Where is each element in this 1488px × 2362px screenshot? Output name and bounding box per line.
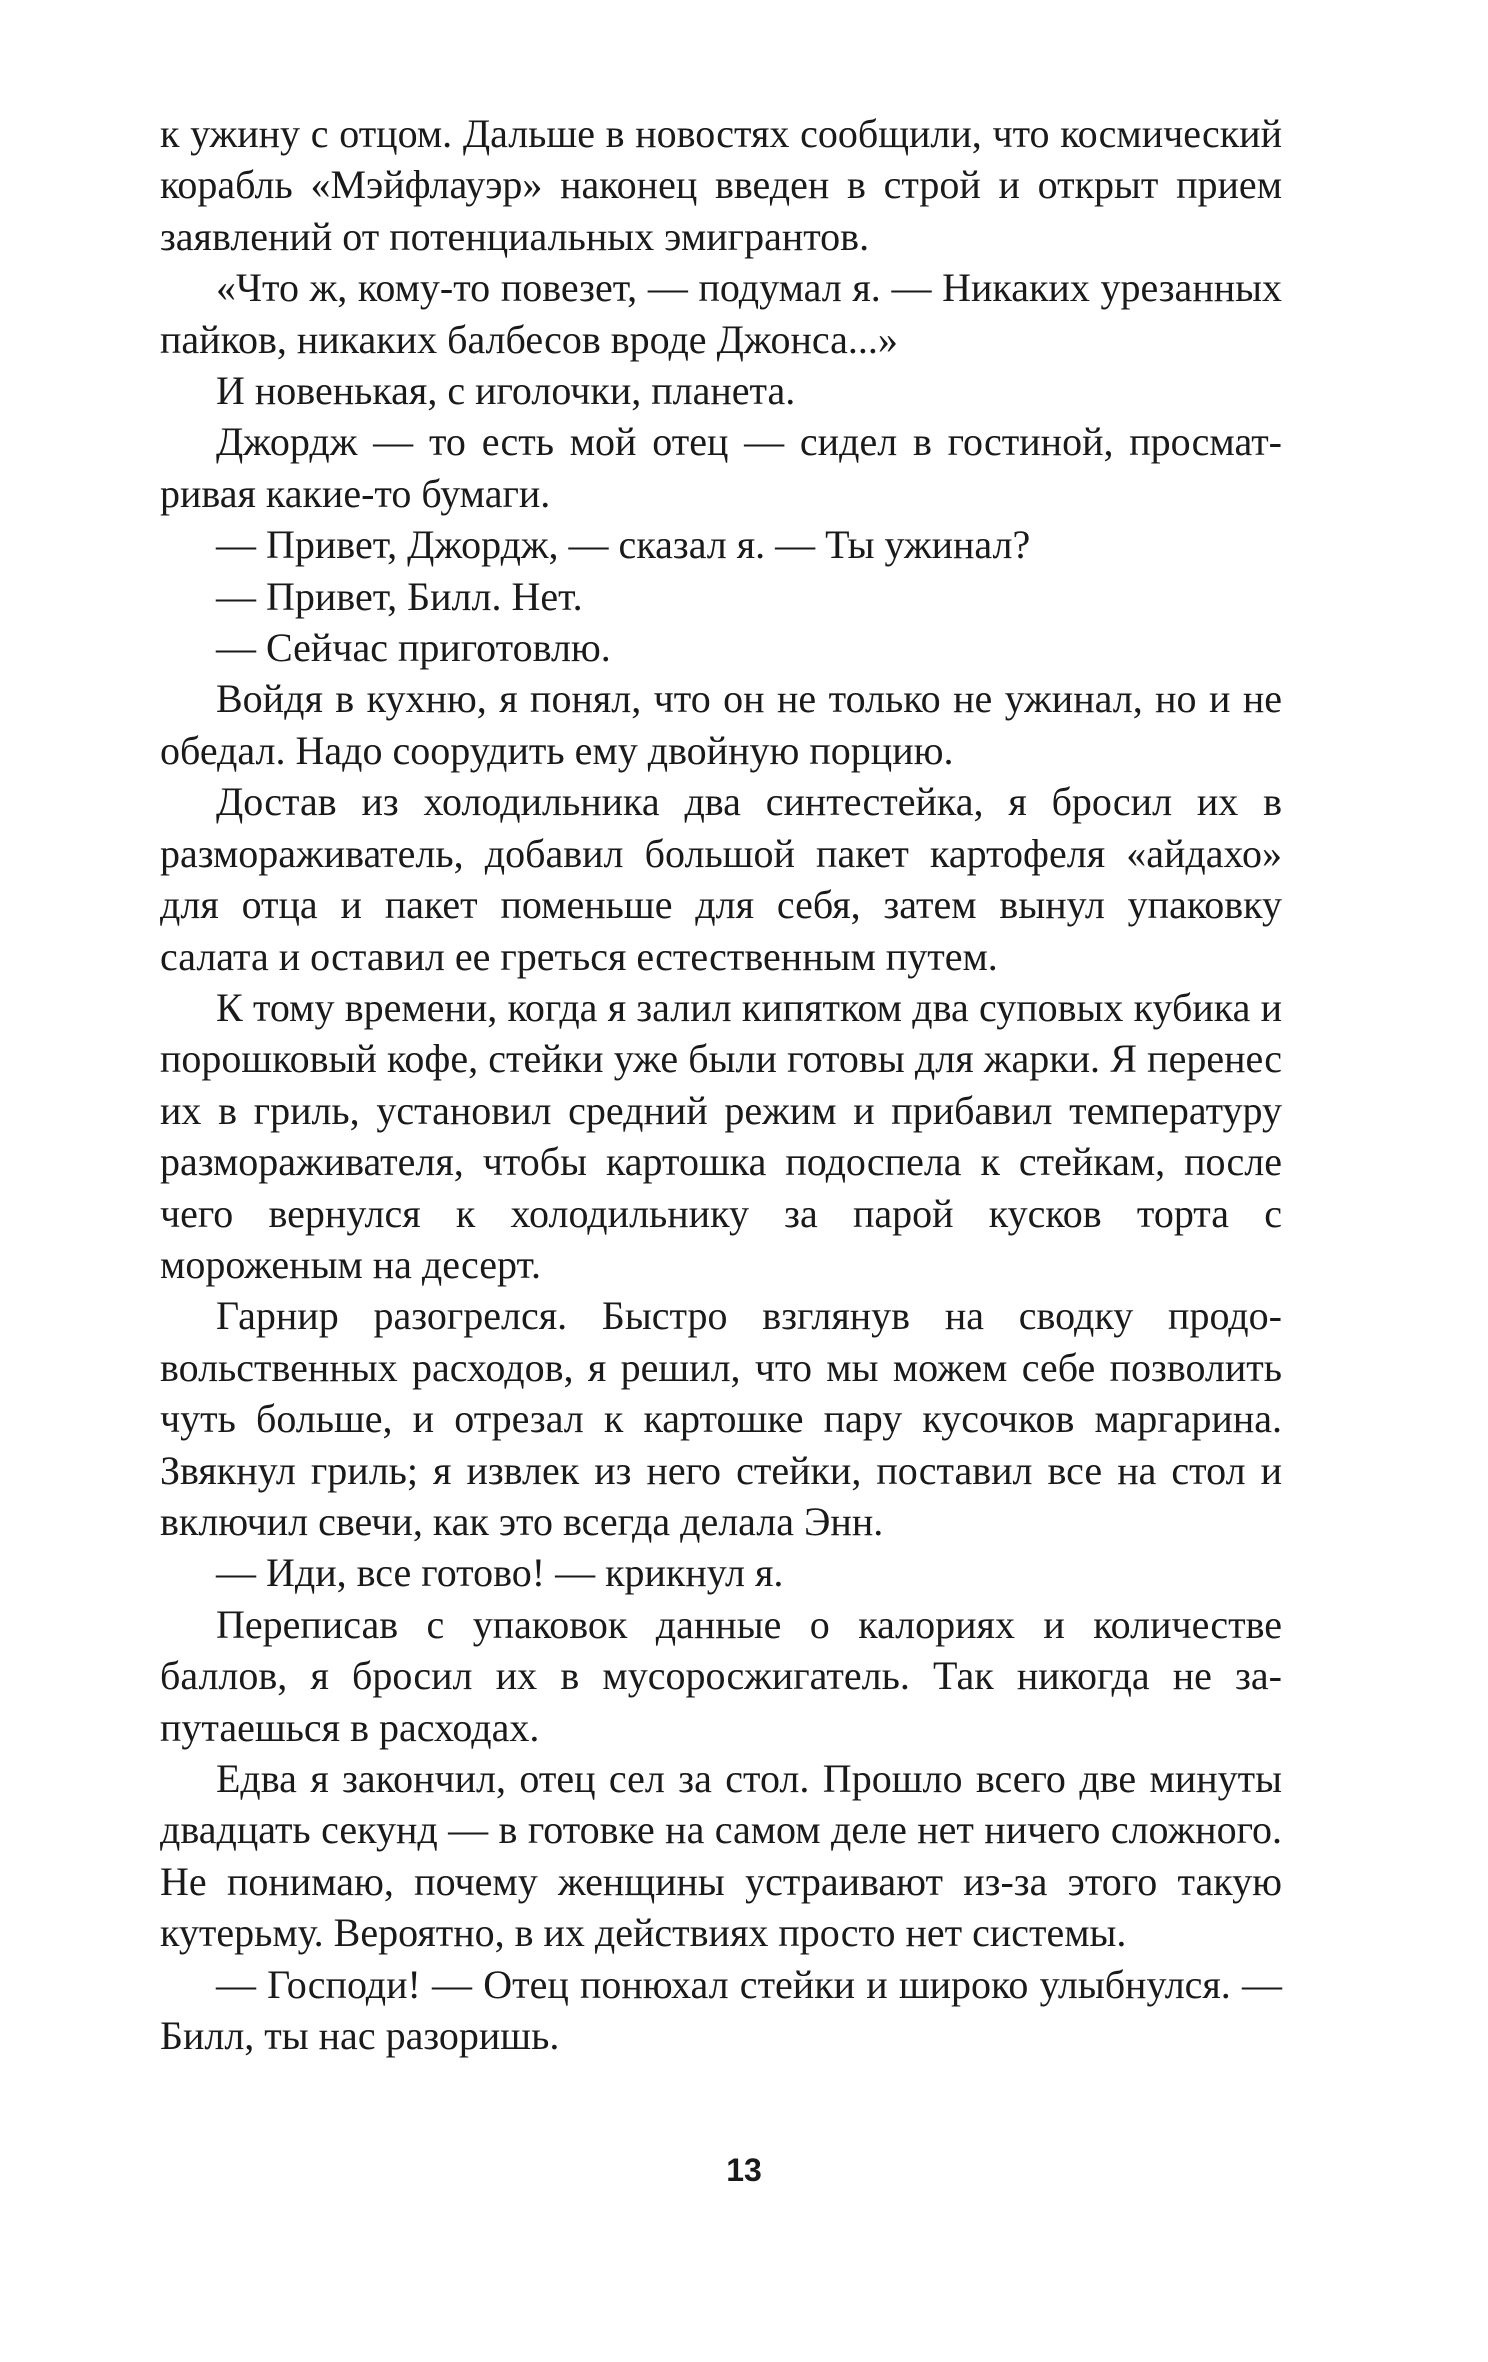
paragraph: Переписав с упаковок данные о калориях и количестве баллов, я бросил их в мусоросжигатель. Так никогда не запутаешься в расходах. xyxy=(160,1601,1282,1750)
paragraph: «Что ж, кому-то повезет, — подумал я. — Никаких урезанных пайков, никаких балбесов вроде Джонса...» xyxy=(160,265,1282,362)
dialogue-line: — Господи! — Отец понюхал стейки и широко улыбнулся. — Билл, ты нас разоришь. xyxy=(160,1961,1282,2059)
paragraph: Войдя в кухню, я понял, что он не только не ужинал, но и не обедал. Надо соорудить ему двойную порцию. xyxy=(160,676,1282,773)
paragraph: И новенькая, с иголочки, планета. xyxy=(216,368,796,414)
paragraph: к ужину с отцом. Дальше в новостях сообщили, что космический корабль «Мэйфлауэр» наконец введен в строй и открыт прием заявлений от потенциальных эмигрантов. xyxy=(160,111,1282,259)
paragraph: Джордж — то есть мой отец — сидел в гостиной, просматривая какие-то бумаги. xyxy=(160,419,1282,516)
dialogue-line: — Привет, Билл. Нет. xyxy=(216,573,583,619)
page-body-text xyxy=(160,108,1282,2061)
paragraph: К тому времени, когда я залил кипятком два суповых кубика и порошковый кофе, стейки уже были готовы для жарки. Я перенес их в гриль, установил средний режим и прибавил температуру размораживателя, чтобы картошка подоспела к стейкам, после чего вернулся к холодильнику за парой кусков торта с мороженым на десерт. xyxy=(160,984,1282,1287)
dialogue-line: — Сейчас приготовлю. xyxy=(216,625,611,671)
paragraph: Едва я закончил, отец сел за стол. Прошло всего две минуты двадцать секунд — в готовке на самом деле нет ничего сложного. Не понимаю, почему женщины устраивают из-за этого такую кутерьму. Вероятно, в их действиях просто нет системы. xyxy=(160,1756,1282,1956)
paragraph: Гарнир разогрелся. Быстро взглянув на сводку продовольственных расходов, я решил, что мы можем себе позволить чуть больше, и отрезал к картошке пару кусочков маргарина. Звякнул гриль; я извлек из него стейки, поставил все на стол и включил свечи, как это всегда делала Энн. xyxy=(160,1293,1282,1544)
dialogue-line: — Привет, Джордж, — сказал я. — Ты ужинал? xyxy=(216,522,1031,568)
page-number: 13 xyxy=(726,2152,762,2188)
dialogue-line: — Иди, все готово! — крикнул я. xyxy=(216,1550,784,1596)
paragraph: Достав из холодильника два синтестейка, я бросил их в размораживатель, добавил большой пакет картофеля «айдахо» для отца и пакет поменьше для себя, затем вынул упаковку салата и оставил ее греться естественным путем. xyxy=(160,779,1282,979)
